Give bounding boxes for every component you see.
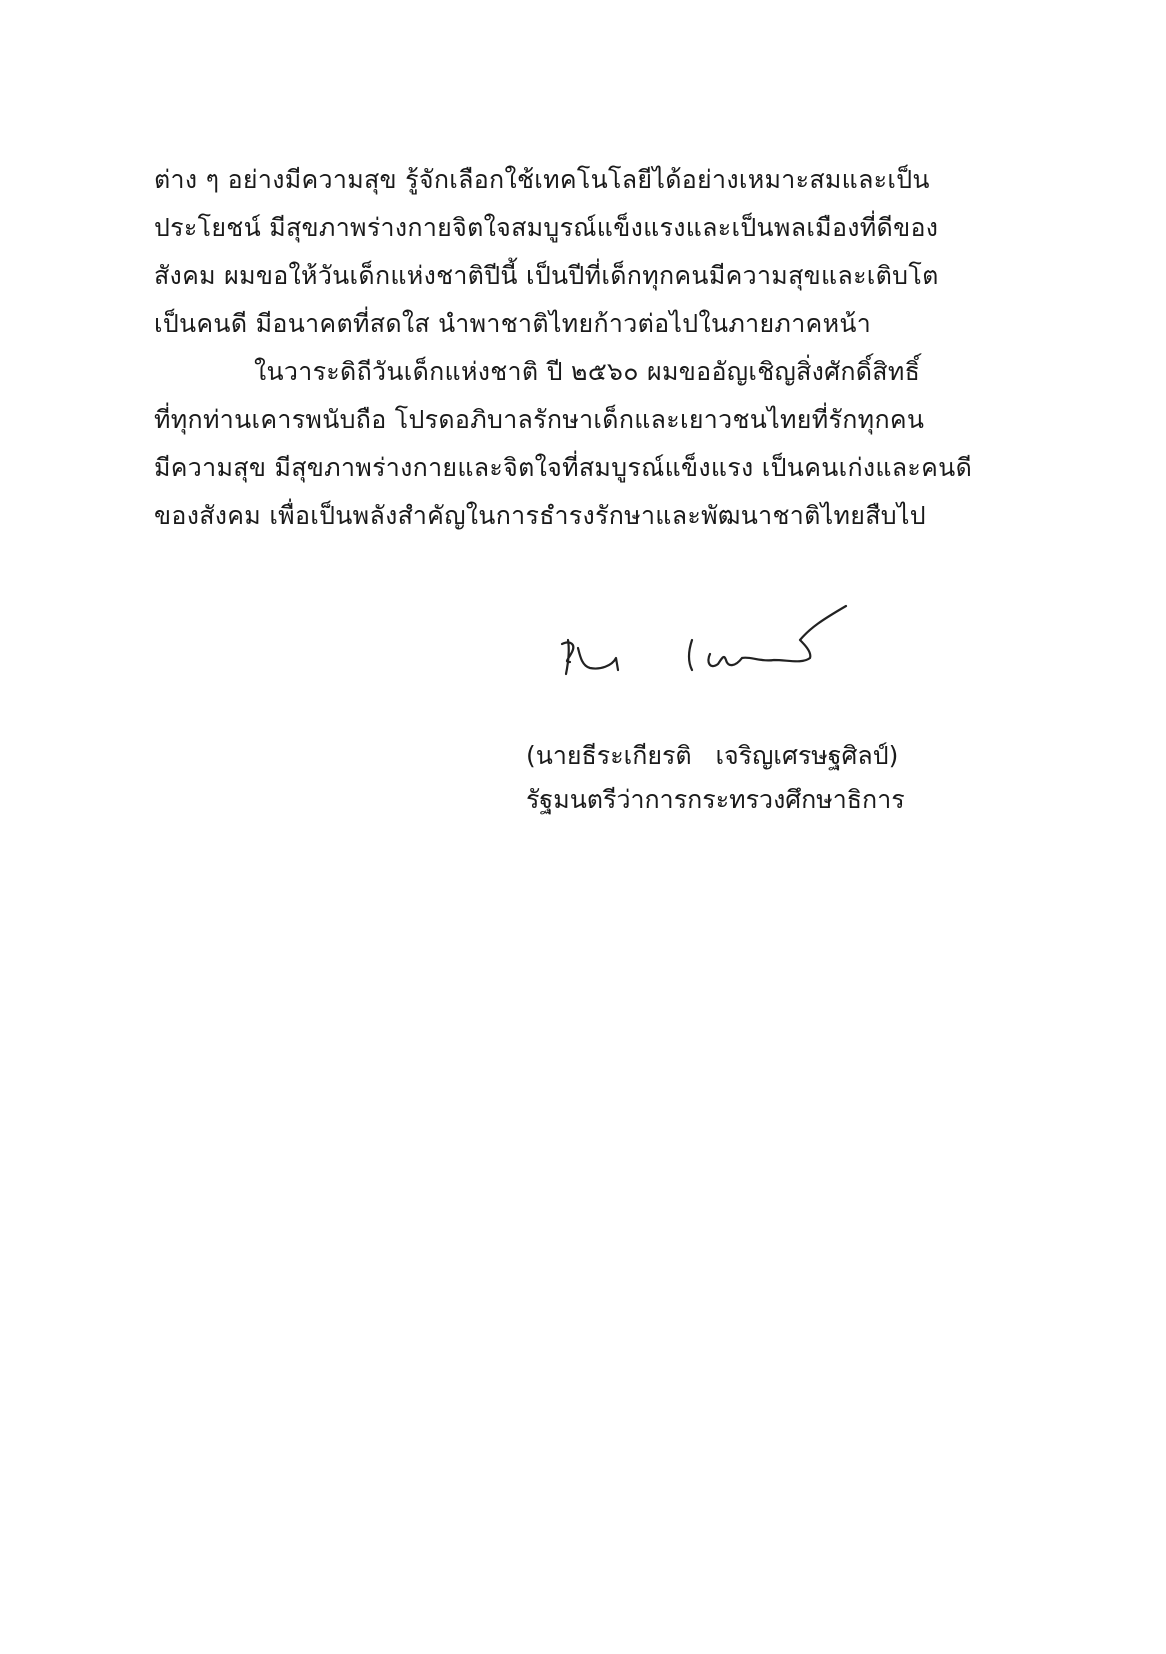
paragraph-line: ต่าง ๆ อย่างมีความสุข รู้จักเลือกใช้เทคโนโลยีได้อย่างเหมาะสมและเป็น (154, 165, 930, 194)
paragraph-2 (154, 352, 974, 536)
signer-name: (นายธีระเกียรติ เจริญเศรษฐศิลป์) (526, 741, 899, 770)
paragraph-line: สังคม ผมขอให้วันเด็กแห่งชาติปีนี้ เป็นปีที่เด็กทุกคนมีความสุขและเติบโต (154, 261, 939, 290)
paragraph-line: ประโยชน์ มีสุขภาพร่างกายจิตใจสมบูรณ์แข็งแรงและเป็นพลเมืองที่ดีของ (154, 213, 939, 242)
signer-position: รัฐมนตรีว่าการกระทรวงศึกษาธิการ (526, 785, 905, 814)
paragraph-1 (154, 160, 974, 344)
paragraph-line: ที่ทุกท่านเคารพนับถือ โปรดอภิบาลรักษาเด็กและเยาวชนไทยที่รักทุกคน (154, 405, 925, 434)
signer-block (526, 736, 966, 820)
paragraph-line: เป็นคนดี มีอนาคตที่สดใส นำพาชาติไทยก้าวต่อไปในภายภาคหน้า (154, 309, 872, 338)
paragraph-line: ของสังคม เพื่อเป็นพลังสำคัญในการธำรงรักษาและพัฒนาชาติไทยสืบไป (154, 501, 926, 530)
paragraph-line: ในวาระดิถีวันเด็กแห่งชาติ ปี ๒๕๖๐ ผมขออัญเชิญสิ่งศักดิ์สิทธิ์ (254, 357, 921, 386)
letter-body (154, 160, 974, 544)
handwritten-signature (560, 600, 900, 690)
paragraph-line: มีความสุข มีสุขภาพร่างกายและจิตใจที่สมบูรณ์แข็งแรง เป็นคนเก่งและคนดี (154, 453, 973, 482)
